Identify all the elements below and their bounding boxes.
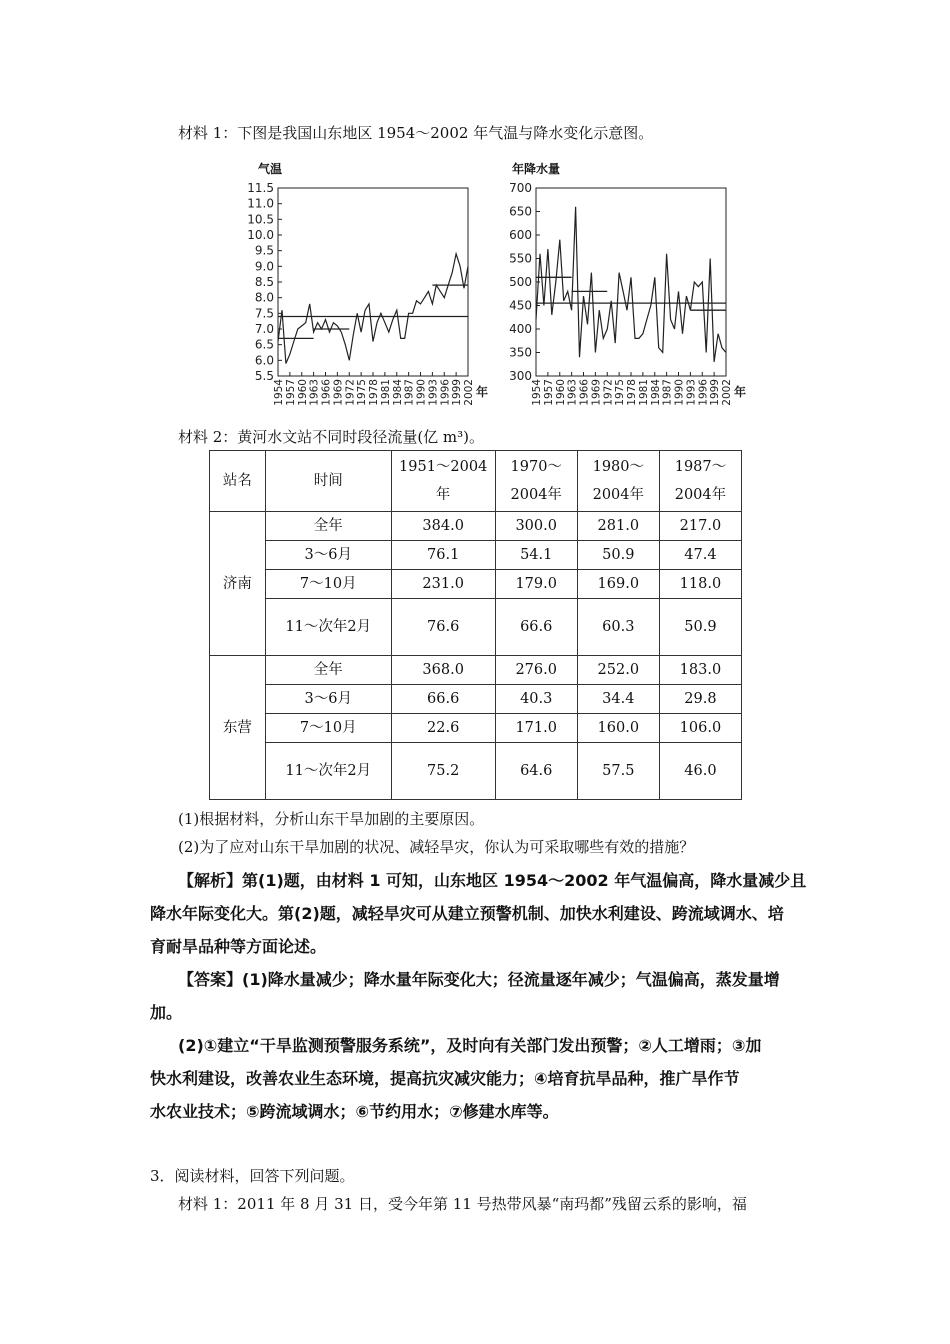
cell-value: 276.0 — [495, 656, 577, 685]
x-tick-label: 1969 — [332, 379, 345, 406]
x-tick-label: 1966 — [320, 379, 333, 406]
x-tick-label: 1972 — [602, 379, 615, 406]
header-time: 时间 — [265, 451, 391, 512]
cell-value: 368.0 — [391, 656, 495, 685]
cell-value: 231.0 — [391, 570, 495, 599]
cell-value: 217.0 — [659, 512, 741, 541]
x-tick-label: 1963 — [308, 379, 321, 406]
row-time: 11～次年2月 — [265, 743, 391, 800]
y-tick-label: 5.5 — [254, 369, 274, 383]
x-tick-label: 1981 — [637, 379, 650, 406]
x-tick-label: 1963 — [566, 379, 579, 406]
x-tick-label: 1990 — [415, 379, 428, 406]
x-tick-label: 1978 — [368, 379, 380, 406]
x-tick-label: 2002 — [463, 379, 475, 406]
table-row — [210, 541, 742, 570]
cell-value: 54.1 — [495, 541, 577, 570]
temperature-chart — [220, 178, 490, 418]
cell-value: 57.5 — [577, 743, 659, 800]
table-row — [210, 685, 742, 714]
y-tick-label: 500 — [509, 275, 532, 289]
cell-value: 76.1 — [391, 541, 495, 570]
y-tick-label: 8.5 — [254, 275, 274, 289]
precipitation-chart — [478, 178, 748, 418]
answer-line: 【答案】(1)降水量减少；降水量年际变化大；径流量逐年减少；气温偏高，蒸发量增 — [178, 970, 780, 989]
x-tick-label: 1987 — [403, 379, 416, 406]
y-tick-label: 6.5 — [254, 337, 274, 352]
x-tick-label: 1996 — [697, 379, 710, 406]
x-tick-label: 1954 — [531, 379, 543, 406]
y-tick-label: 9.5 — [254, 243, 274, 258]
row-time: 11～次年2月 — [265, 599, 391, 656]
cell-value: 76.6 — [391, 599, 495, 656]
cell-value: 40.3 — [495, 685, 577, 714]
header-station: 站名 — [210, 451, 266, 512]
x-tick-label: 1984 — [391, 379, 404, 406]
y-tick-label: 400 — [509, 322, 532, 336]
x-tick-label: 1993 — [427, 379, 440, 406]
x-tick-label: 1975 — [614, 379, 627, 406]
row-time: 全年 — [265, 512, 391, 541]
cell-value: 64.6 — [495, 743, 577, 800]
table-row — [210, 743, 742, 800]
cell-value: 300.0 — [495, 512, 577, 541]
series-line — [536, 207, 726, 362]
answer-line: 水农业技术；⑤跨流域调水；⑥节约用水；⑦修建水库等。 — [150, 1102, 559, 1121]
answer-line: (2)①建立“干旱监测预警服务系统”，及时向有关部门发出预警；②人工增雨；③加 — [178, 1036, 762, 1055]
y-tick-label: 7.5 — [254, 306, 274, 321]
x-tick-label: 1996 — [439, 379, 452, 406]
plot-frame — [278, 188, 468, 376]
cell-value: 118.0 — [659, 570, 741, 599]
cell-value: 50.9 — [577, 541, 659, 570]
row-time: 7～10月 — [265, 714, 391, 743]
header-period: 1980～2004年 — [577, 451, 659, 512]
x-tick-label: 1978 — [626, 379, 638, 406]
x-tick-label: 1990 — [673, 379, 686, 406]
x-tick-label: 1981 — [379, 379, 392, 406]
cell-value: 29.8 — [659, 685, 741, 714]
x-tick-label: 1960 — [554, 379, 567, 406]
runoff-table — [209, 450, 742, 800]
question-3-heading: 3．阅读材料，回答下列问题。 — [150, 1167, 355, 1185]
header-period: 1987～2004年 — [659, 451, 741, 512]
station-name: 东营 — [210, 656, 266, 800]
cell-value: 281.0 — [577, 512, 659, 541]
y-tick-label: 550 — [509, 251, 532, 266]
x-axis-label: 年 — [476, 385, 489, 399]
x-tick-label: 1960 — [296, 379, 309, 406]
x-tick-label: 2002 — [721, 379, 733, 406]
y-tick-label: 11.5 — [247, 181, 274, 195]
y-tick-label: 10.5 — [247, 212, 274, 227]
x-tick-label: 1984 — [649, 379, 662, 406]
question-3-material: 材料 1：2011 年 8 月 31 日，受今年第 11 号热带风暴“南玛都”残留云系的影响，福 — [178, 1195, 747, 1213]
cell-value: 66.6 — [495, 599, 577, 656]
table-row — [210, 512, 742, 541]
cell-value: 75.2 — [391, 743, 495, 800]
x-tick-label: 1987 — [661, 379, 674, 406]
x-tick-label: 1966 — [578, 379, 591, 406]
header-period: 1951～2004年 — [391, 451, 495, 512]
cell-value: 60.3 — [577, 599, 659, 656]
y-tick-label: 11.0 — [247, 196, 274, 211]
precip-chart-title: 年降水量 — [512, 162, 561, 176]
table-header-row — [210, 451, 742, 512]
row-time: 3～6月 — [265, 541, 391, 570]
analysis-line: 降水年际变化大。第(2)题，减轻旱灾可从建立预警机制、加快水利建设、跨流域调水、培 — [150, 904, 784, 923]
y-tick-label: 300 — [509, 369, 532, 383]
cell-value: 46.0 — [659, 743, 741, 800]
cell-value: 66.6 — [391, 685, 495, 714]
answer-line: 快水利建设，改善农业生态环境，提高抗灾减灾能力；④培育抗旱品种，推广旱作节 — [150, 1069, 740, 1088]
y-tick-label: 350 — [509, 345, 532, 360]
row-time: 7～10月 — [265, 570, 391, 599]
cell-value: 171.0 — [495, 714, 577, 743]
cell-value: 183.0 — [659, 656, 741, 685]
material1-heading: 材料 1：下图是我国山东地区 1954～2002 年气温与降水变化示意图。 — [178, 124, 654, 142]
x-tick-label: 1999 — [709, 379, 722, 406]
y-tick-label: 6.0 — [254, 353, 274, 368]
analysis-line: 育耐旱品种等方面论述。 — [150, 937, 327, 956]
cell-value: 106.0 — [659, 714, 741, 743]
x-tick-label: 1969 — [590, 379, 603, 406]
table-row — [210, 570, 742, 599]
analysis-line: 【解析】第(1)题，由材料 1 可知，山东地区 1954～2002 年气温偏高，降水量减少且 — [178, 871, 807, 890]
cell-value: 50.9 — [659, 599, 741, 656]
table-row — [210, 656, 742, 685]
y-tick-label: 10.0 — [247, 228, 274, 242]
x-tick-label: 1999 — [451, 379, 464, 406]
cell-value: 179.0 — [495, 570, 577, 599]
x-tick-label: 1975 — [356, 379, 369, 406]
y-tick-label: 450 — [509, 298, 532, 313]
table-row — [210, 599, 742, 656]
cell-value: 47.4 — [659, 541, 741, 570]
x-tick-label: 1954 — [273, 379, 285, 406]
question-1: (1)根据材料，分析山东干旱加剧的主要原因。 — [178, 810, 485, 828]
y-tick-label: 600 — [509, 228, 532, 242]
cell-value: 252.0 — [577, 656, 659, 685]
header-period: 1970～2004年 — [495, 451, 577, 512]
cell-value: 22.6 — [391, 714, 495, 743]
cell-value: 34.4 — [577, 685, 659, 714]
y-tick-label: 9.0 — [254, 259, 274, 274]
station-name: 济南 — [210, 512, 266, 656]
question-2: (2)为了应对山东干旱加剧的状况、减轻旱灾，你认为可采取哪些有效的措施？ — [178, 838, 695, 856]
x-tick-label: 1957 — [542, 379, 555, 406]
row-time: 全年 — [265, 656, 391, 685]
answer-line: 加。 — [150, 1003, 183, 1022]
row-time: 3～6月 — [265, 685, 391, 714]
y-tick-label: 7.0 — [254, 322, 274, 336]
cell-value: 384.0 — [391, 512, 495, 541]
table-row — [210, 714, 742, 743]
x-axis-label: 年 — [734, 385, 747, 399]
temp-chart-title: 气温 — [258, 162, 283, 176]
cell-value: 160.0 — [577, 714, 659, 743]
x-tick-label: 1972 — [344, 379, 357, 406]
cell-value: 169.0 — [577, 570, 659, 599]
y-tick-label: 8.0 — [254, 290, 274, 305]
x-tick-label: 1957 — [284, 379, 297, 406]
material2-heading: 材料 2：黄河水文站不同时段径流量(亿 m³)。 — [178, 428, 485, 446]
y-tick-label: 700 — [509, 181, 532, 195]
series-line — [278, 254, 468, 364]
x-tick-label: 1993 — [685, 379, 698, 406]
y-tick-label: 650 — [509, 204, 532, 219]
